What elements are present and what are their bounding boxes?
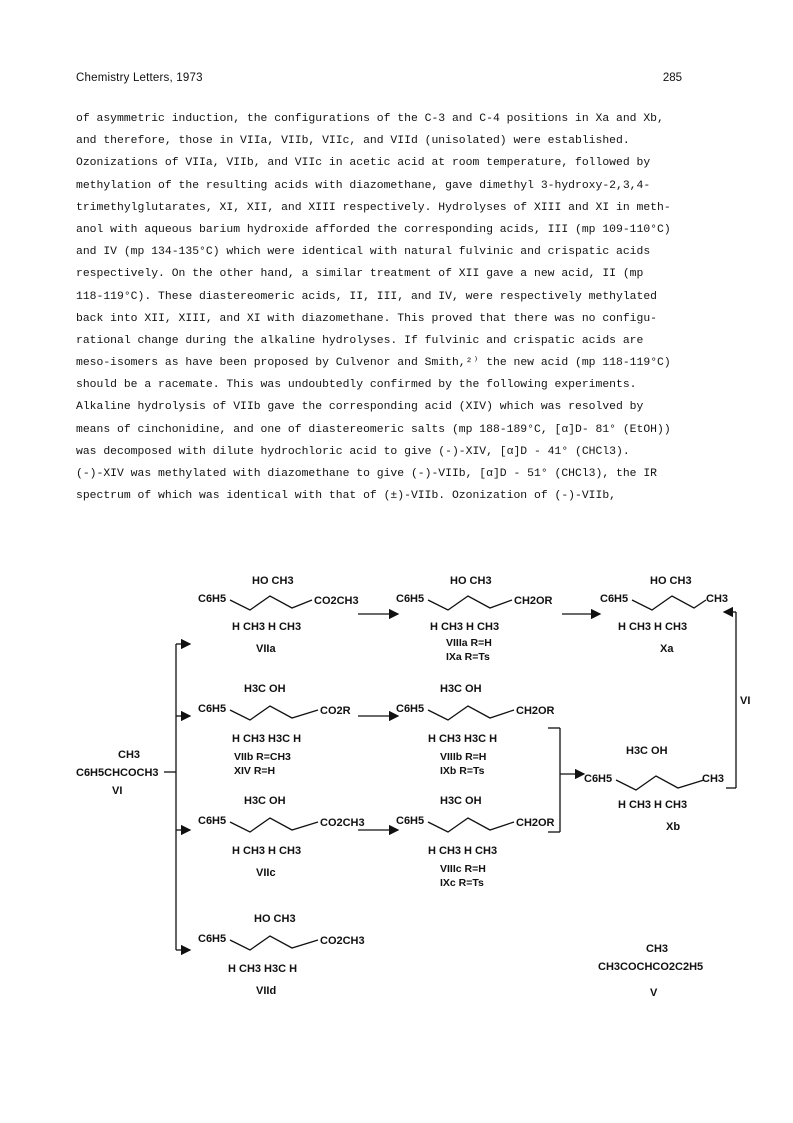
journal-name: Chemistry Letters, 1973 [76,72,203,84]
compound-Xa-top: HO CH3 [650,575,692,587]
compound-VIIIb-left: C6H5 [396,703,425,715]
compound-VIIIc-top: H3C OH [440,795,482,807]
compound-VIId-right: CO2CH3 [320,935,365,947]
compound-VI-formula: C6H5CHCOCH3 [76,767,159,779]
compound-VIIc [198,795,365,879]
compound-VIIb-label2: XIV R=H [234,765,276,777]
compound-VIIIc-label1: VIIIc R=H [440,863,486,875]
compound-VIIIb-label2: IXb R=Ts [440,765,485,777]
text-line: and IV (mp 134-135°C) which were identical with natural fulvinic and crispatic acids [76,246,651,259]
compound-V-formula: CH3COCHCO2C2H5 [598,961,704,973]
text-line: Alkaline hydrolysis of VIIb gave the corresponding acid (XIV) which was resolved by [76,401,644,414]
compound-VIIIc [396,795,555,889]
compound-VIIIa-right: CH2OR [514,595,553,607]
compound-Xa-bottom: H CH3 H CH3 [618,621,688,633]
compound-Xb-left: C6H5 [584,773,613,785]
compound-VIIc-left: C6H5 [198,815,227,827]
text-line: meso-isomers as have been proposed by Culvenor and Smith,²⁾ the new acid (mp 118-119°C) [76,357,671,370]
compound-VI-label: VI [112,785,123,797]
text-line: respectively. On the other hand, a similar treatment of XII gave a new acid, II (mp [76,268,644,281]
compound-VIId-label: VIId [256,985,277,997]
Xa-Xb-link [724,612,736,788]
compound-VIIa-right: CO2CH3 [314,595,359,607]
compound-VIId-bottom: H CH3 H3C H [228,963,298,975]
compound-VIIIa-bottom: H CH3 H CH3 [430,621,500,633]
reaction-scheme [0,568,793,1038]
compound-VIIa-top: HO CH3 [252,575,294,587]
compound-VIIb [198,683,351,777]
compound-Xb-right: CH3 [702,773,725,785]
compound-VIIIc-bottom: H CH3 H CH3 [428,845,498,857]
compound-VIIIa-left: C6H5 [396,593,425,605]
page-number: 285 [662,72,682,84]
compound-VIIa-left: C6H5 [198,593,227,605]
compound-VIIIb-top: H3C OH [440,683,482,695]
compound-VIIIa-label1: VIIIa R=H [446,637,492,649]
compound-V-label: V [650,987,658,999]
compound-VIIa-label: VIIa [256,643,276,655]
compound-VIIIb [396,683,555,777]
text-line: trimethylglutarates, XI, XII, and XIII respectively. Hydrolyses of XIII and XI in meth- [76,201,671,214]
compound-Xb-label: Xb [666,821,681,833]
text-line: anol with aqueous barium hydroxide afforded the corresponding acids, III (mp 109-110°C) [76,223,671,236]
text-line: and therefore, those in VIIa, VIIb, VIIc, and VIId (unisolated) were established. [76,135,630,148]
text-line: was decomposed with dilute hydrochloric acid to give (-)-XIV, [α]D - 41° (CHCl3). [76,445,630,458]
text-line: 118-119°C). These diastereomeric acids, II, III, and IV, were respectively methylated [76,290,658,303]
compound-VIIa-bottom: H CH3 H CH3 [232,621,302,633]
text-line: back into XII, XIII, and XI with diazomethane. This proved that there was no configu- [76,312,658,325]
compound-Xa-right: CH3 [706,593,729,605]
compound-VIIc-label: VIIc [256,867,276,879]
compound-Xb-bottom: H CH3 H CH3 [618,799,688,811]
compound-Xa-left: C6H5 [600,593,629,605]
compound-VIIb-right: CO2R [320,705,351,717]
text-line: of asymmetric induction, the configurations of the C-3 and C-4 positions in Xa and Xb, [76,113,664,125]
text-line: should be a racemate. This was undoubtedly confirmed by the following experiments. [76,379,637,392]
page-header [76,72,682,84]
compound-VIIb-left: C6H5 [198,703,227,715]
compound-VIIb-label1: VIIb R=CH3 [234,751,291,763]
compound-VIIc-top: H3C OH [244,795,286,807]
compound-VIIc-bottom: H CH3 H CH3 [232,845,302,857]
text-line: methylation of the resulting acids with diazomethane, gave dimethyl 3-hydroxy-2,3,4- [76,179,651,192]
reagent-label: VI [740,695,751,707]
compound-VIIIa-top: HO CH3 [450,575,492,587]
compound-Xb-top: H3C OH [626,745,668,757]
compound-VIId-top: HO CH3 [254,913,296,925]
compound-VIIa [198,575,359,655]
text-line: (-)-XIV was methylated with diazomethane to give (-)-VIIb, [α]D - 51° (CHCl3), the IR [76,468,658,480]
compound-Xa [600,575,728,655]
compound-VIIIa [396,575,553,663]
branch-arrows [164,644,190,950]
compound-VIIb-top: H3C OH [244,683,286,695]
compound-VIIIc-left: C6H5 [396,815,425,827]
compound-VIIIb-right: CH2OR [516,705,555,717]
text-line: rational change during the alkaline hydrolyses. If fulvinic and crispatic acids are [76,334,644,347]
text-line: spectrum of which was identical with that of (±)-VIIb. Ozonization of (-)-VIIb, [76,490,617,503]
compound-VIIIb-label1: VIIIb R=H [440,751,487,763]
compound-VIId-left: C6H5 [198,933,227,945]
compound-VIIIb-bottom: H CH3 H3C H [428,733,498,745]
compound-VI-methyl: CH3 [118,749,141,761]
compound-V-methyl: CH3 [646,943,669,955]
body-text [76,108,726,507]
text-line: Ozonizations of VIIa, VIIb, and VIIc in acetic acid at room temperature, followed by [76,157,651,170]
compound-VIIIc-label2: IXc R=Ts [440,877,484,889]
compound-Xa-label: Xa [660,643,674,655]
compound-VIId [198,913,365,997]
compound-VIIIa-label2: IXa R=Ts [446,651,490,663]
text-line: means of cinchonidine, and one of diastereomeric salts (mp 188-189°C, [α]D- 81° (EtOH)) [76,423,671,436]
compound-Xb [584,745,724,833]
compound-VIIc-right: CO2CH3 [320,817,365,829]
compound-V [598,943,703,999]
compound-VI [76,749,159,797]
compound-VIIb-bottom: H CH3 H3C H [232,733,302,745]
compound-VIIIc-right: CH2OR [516,817,555,829]
